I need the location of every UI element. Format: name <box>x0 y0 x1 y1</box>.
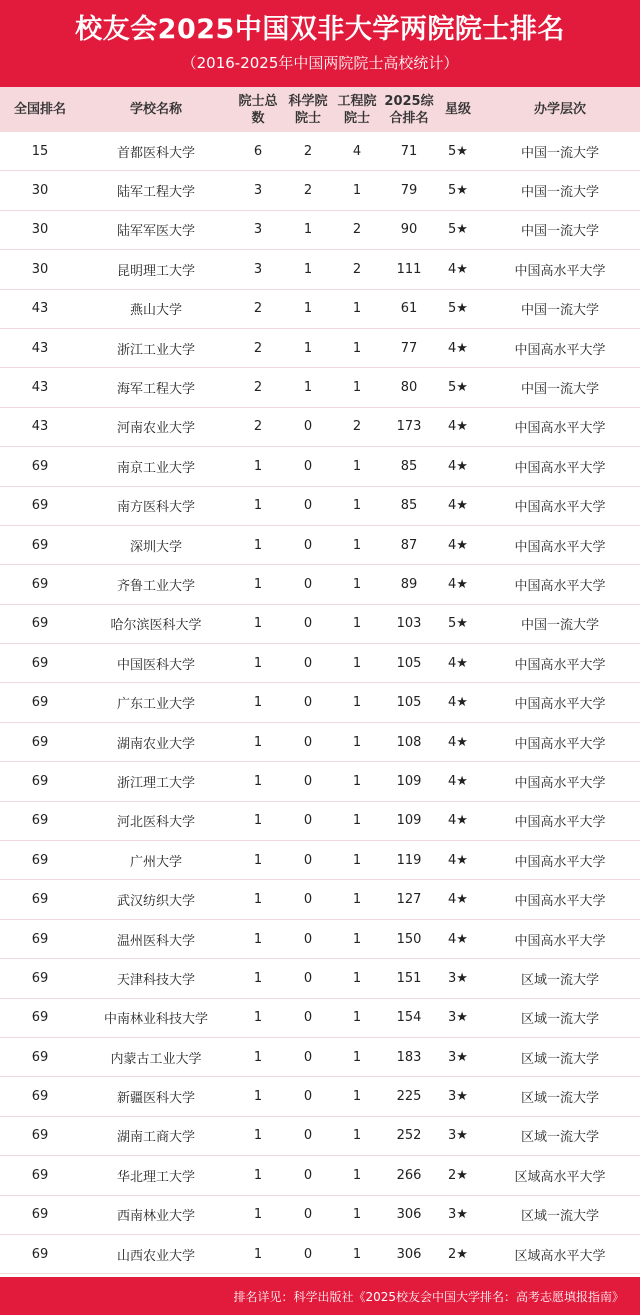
cell-total: 2 <box>253 419 263 435</box>
page-subtitle: （2016-2025年中国两院院士高校统计） <box>181 54 459 72</box>
cell-sci: 0 <box>303 1049 313 1065</box>
cell-name: 广东工业大学 <box>116 697 195 713</box>
cell-eng: 1 <box>352 734 362 750</box>
table-row <box>0 605 640 644</box>
cell-total: 3 <box>253 183 263 199</box>
cell-star: 5★ <box>448 616 468 632</box>
cell-name: 华北理工大学 <box>116 1169 195 1185</box>
cell-eng: 1 <box>352 1049 362 1065</box>
cell-sci: 0 <box>303 931 313 947</box>
cell-rank: 69 <box>31 773 49 789</box>
cell-comp: 90 <box>400 222 418 238</box>
cell-eng: 1 <box>352 340 362 356</box>
cell-star: 5★ <box>448 183 468 199</box>
cell-name: 武汉纺织大学 <box>116 894 195 910</box>
cell-level: 区域一流大学 <box>520 1051 599 1067</box>
cell-level: 中国一流大学 <box>520 185 599 201</box>
cell-level: 中国一流大学 <box>520 145 599 161</box>
cell-total: 1 <box>253 498 263 514</box>
cell-rank: 15 <box>31 143 49 159</box>
cell-sci: 1 <box>303 380 313 396</box>
cell-total: 1 <box>253 1010 263 1026</box>
cell-star: 3★ <box>448 1089 468 1105</box>
table-row <box>0 999 640 1038</box>
cell-total: 1 <box>253 537 263 553</box>
cell-comp: 306 <box>396 1246 422 1262</box>
table-body <box>0 132 640 1274</box>
cell-eng: 1 <box>352 773 362 789</box>
cell-level: 中国高水平大学 <box>514 263 606 279</box>
cell-total: 1 <box>253 931 263 947</box>
cell-sci: 0 <box>303 537 313 553</box>
cell-level: 中国高水平大学 <box>514 657 606 673</box>
footer-note <box>0 1277 640 1315</box>
cell-level: 中国高水平大学 <box>514 854 606 870</box>
cell-eng: 1 <box>352 1246 362 1262</box>
cell-total: 3 <box>253 222 263 238</box>
cell-name: 湖南工商大学 <box>116 1130 195 1146</box>
cell-star: 5★ <box>448 301 468 317</box>
cell-level: 中国高水平大学 <box>514 815 606 831</box>
cell-name: 西南林业大学 <box>116 1209 195 1225</box>
cell-level: 中国高水平大学 <box>514 539 606 555</box>
cell-level: 中国高水平大学 <box>514 421 606 437</box>
cell-eng: 1 <box>352 852 362 868</box>
cell-total: 2 <box>253 301 263 317</box>
cell-eng: 4 <box>352 143 362 159</box>
cell-name: 南京工业大学 <box>116 460 195 476</box>
cell-name: 广州大学 <box>129 854 182 870</box>
table-row <box>0 250 640 289</box>
cell-total: 2 <box>253 380 263 396</box>
table-row <box>0 880 640 919</box>
cell-rank: 69 <box>31 1010 49 1026</box>
cell-star: 3★ <box>448 970 468 986</box>
cell-level: 中国高水平大学 <box>514 894 606 910</box>
cell-rank: 69 <box>31 1128 49 1144</box>
cell-name: 山西农业大学 <box>116 1248 195 1264</box>
cell-rank: 30 <box>31 261 49 277</box>
cell-comp: 150 <box>396 931 422 947</box>
table-row <box>0 368 640 407</box>
cell-eng: 1 <box>352 1089 362 1105</box>
cell-sci: 0 <box>303 655 313 671</box>
cell-name: 燕山大学 <box>129 303 182 319</box>
cell-star: 5★ <box>448 222 468 238</box>
cell-eng: 1 <box>352 576 362 592</box>
table-row <box>0 920 640 959</box>
cell-sci: 0 <box>303 419 313 435</box>
table-row <box>0 959 640 998</box>
col-header-level: 办学层次 <box>533 102 586 117</box>
cell-eng: 1 <box>352 1167 362 1183</box>
cell-star: 4★ <box>448 340 468 356</box>
cell-sci: 0 <box>303 773 313 789</box>
cell-star: 4★ <box>448 498 468 514</box>
cell-star: 4★ <box>448 261 468 277</box>
cell-sci: 1 <box>303 261 313 277</box>
cell-comp: 109 <box>396 813 422 829</box>
col-header-rank: 全国排名 <box>13 102 66 117</box>
cell-level: 区域一流大学 <box>520 972 599 988</box>
cell-total: 1 <box>253 655 263 671</box>
cell-level: 中国一流大学 <box>520 303 599 319</box>
cell-sci: 0 <box>303 458 313 474</box>
table-row <box>0 841 640 880</box>
cell-name: 河北医科大学 <box>116 815 195 831</box>
cell-total: 1 <box>253 773 263 789</box>
cell-level: 中国高水平大学 <box>514 500 606 516</box>
cell-rank: 43 <box>31 380 49 396</box>
table-row <box>0 1117 640 1156</box>
cell-eng: 1 <box>352 183 362 199</box>
cell-eng: 1 <box>352 655 362 671</box>
cell-level: 区域高水平大学 <box>514 1169 606 1185</box>
cell-eng: 1 <box>352 537 362 553</box>
table-row <box>0 1156 640 1195</box>
table-row <box>0 762 640 801</box>
cell-eng: 1 <box>352 931 362 947</box>
cell-name: 陆军军医大学 <box>116 224 195 240</box>
cell-rank: 69 <box>31 1089 49 1105</box>
cell-total: 1 <box>253 1207 263 1223</box>
cell-comp: 103 <box>396 616 422 632</box>
cell-sci: 0 <box>303 498 313 514</box>
table-row <box>0 683 640 722</box>
cell-comp: 225 <box>396 1089 422 1105</box>
table-row <box>0 1038 640 1077</box>
cell-level: 中国高水平大学 <box>514 933 606 949</box>
cell-name: 内蒙古工业大学 <box>110 1051 202 1067</box>
cell-star: 2★ <box>448 1246 468 1262</box>
col-header-total: 院士总数 <box>238 93 278 126</box>
cell-name: 浙江工业大学 <box>116 342 195 358</box>
cell-sci: 0 <box>303 1010 313 1026</box>
cell-comp: 151 <box>396 970 422 986</box>
cell-star: 4★ <box>448 576 468 592</box>
cell-rank: 69 <box>31 852 49 868</box>
cell-eng: 2 <box>352 222 362 238</box>
cell-name: 天津科技大学 <box>116 972 195 988</box>
cell-comp: 85 <box>400 498 418 514</box>
cell-rank: 69 <box>31 892 49 908</box>
cell-star: 4★ <box>448 931 468 947</box>
footer-text: 排名详见：科学出版社《2025校友会中国大学排名：高考志愿填报指南》 <box>233 1289 624 1304</box>
cell-name: 陆军工程大学 <box>116 185 195 201</box>
cell-rank: 43 <box>31 419 49 435</box>
cell-rank: 30 <box>31 183 49 199</box>
cell-sci: 1 <box>303 340 313 356</box>
cell-comp: 154 <box>396 1010 422 1026</box>
table-row <box>0 1235 640 1274</box>
cell-total: 6 <box>253 143 263 159</box>
cell-rank: 69 <box>31 655 49 671</box>
cell-level: 中国高水平大学 <box>514 697 606 713</box>
cell-star: 4★ <box>448 655 468 671</box>
cell-sci: 0 <box>303 852 313 868</box>
cell-rank: 69 <box>31 695 49 711</box>
cell-rank: 43 <box>31 301 49 317</box>
cell-comp: 61 <box>400 301 418 317</box>
cell-comp: 108 <box>396 734 422 750</box>
cell-total: 3 <box>253 261 263 277</box>
table-row <box>0 329 640 368</box>
table-row <box>0 565 640 604</box>
cell-name: 南方医科大学 <box>116 500 195 516</box>
cell-level: 区域一流大学 <box>520 1012 599 1028</box>
cell-eng: 1 <box>352 498 362 514</box>
table-row <box>0 644 640 683</box>
cell-sci: 0 <box>303 970 313 986</box>
cell-total: 1 <box>253 1246 263 1262</box>
cell-level: 中国一流大学 <box>520 224 599 240</box>
cell-rank: 69 <box>31 1246 49 1262</box>
cell-sci: 0 <box>303 1207 313 1223</box>
cell-sci: 2 <box>303 183 313 199</box>
cell-rank: 69 <box>31 931 49 947</box>
cell-total: 1 <box>253 616 263 632</box>
cell-comp: 266 <box>396 1167 422 1183</box>
cell-sci: 0 <box>303 616 313 632</box>
cell-rank: 69 <box>31 458 49 474</box>
cell-comp: 79 <box>400 183 418 199</box>
cell-eng: 1 <box>352 1128 362 1144</box>
col-header-sci: 科学院院士 <box>288 93 328 126</box>
cell-rank: 69 <box>31 734 49 750</box>
cell-eng: 1 <box>352 695 362 711</box>
cell-sci: 1 <box>303 301 313 317</box>
cell-star: 4★ <box>448 458 468 474</box>
cell-comp: 105 <box>396 655 422 671</box>
cell-comp: 89 <box>400 576 418 592</box>
cell-star: 4★ <box>448 892 468 908</box>
cell-eng: 1 <box>352 301 362 317</box>
cell-total: 2 <box>253 340 263 356</box>
cell-star: 4★ <box>448 537 468 553</box>
cell-eng: 1 <box>352 813 362 829</box>
cell-level: 中国高水平大学 <box>514 342 606 358</box>
cell-total: 1 <box>253 1049 263 1065</box>
cell-name: 温州医科大学 <box>116 933 195 949</box>
cell-rank: 69 <box>31 813 49 829</box>
cell-rank: 69 <box>31 537 49 553</box>
cell-total: 1 <box>253 458 263 474</box>
cell-level: 中国高水平大学 <box>514 578 606 594</box>
table-row <box>0 1196 640 1235</box>
cell-name: 昆明理工大学 <box>116 263 195 279</box>
cell-star: 3★ <box>448 1010 468 1026</box>
cell-star: 4★ <box>448 695 468 711</box>
cell-rank: 69 <box>31 970 49 986</box>
cell-comp: 111 <box>396 261 422 277</box>
cell-sci: 0 <box>303 734 313 750</box>
cell-level: 区域一流大学 <box>520 1209 599 1225</box>
cell-eng: 1 <box>352 458 362 474</box>
cell-comp: 183 <box>396 1049 422 1065</box>
cell-level: 中国一流大学 <box>520 382 599 398</box>
cell-eng: 1 <box>352 1010 362 1026</box>
col-header-eng: 工程院院士 <box>337 93 377 126</box>
cell-eng: 2 <box>352 419 362 435</box>
cell-total: 1 <box>253 1089 263 1105</box>
cell-eng: 2 <box>352 261 362 277</box>
cell-level: 区域高水平大学 <box>514 1248 606 1264</box>
table-header <box>0 87 640 132</box>
cell-eng: 1 <box>352 380 362 396</box>
cell-total: 1 <box>253 734 263 750</box>
cell-comp: 80 <box>400 380 418 396</box>
table-row <box>0 132 640 171</box>
cell-star: 4★ <box>448 773 468 789</box>
cell-eng: 1 <box>352 970 362 986</box>
cell-comp: 87 <box>400 537 418 553</box>
cell-sci: 0 <box>303 1089 313 1105</box>
cell-star: 3★ <box>448 1049 468 1065</box>
page-title: 校友会2025中国双非大学两院院士排名 <box>75 14 565 45</box>
cell-sci: 0 <box>303 695 313 711</box>
cell-comp: 252 <box>396 1128 422 1144</box>
cell-sci: 0 <box>303 1167 313 1183</box>
cell-sci: 1 <box>303 222 313 238</box>
cell-rank: 30 <box>31 222 49 238</box>
cell-star: 3★ <box>448 1207 468 1223</box>
table-row <box>0 408 640 447</box>
cell-eng: 1 <box>352 892 362 908</box>
cell-comp: 306 <box>396 1207 422 1223</box>
table-row <box>0 723 640 762</box>
cell-total: 1 <box>253 1128 263 1144</box>
cell-total: 1 <box>253 970 263 986</box>
cell-rank: 69 <box>31 576 49 592</box>
cell-comp: 127 <box>396 892 422 908</box>
cell-sci: 0 <box>303 576 313 592</box>
cell-rank: 69 <box>31 498 49 514</box>
cell-star: 5★ <box>448 380 468 396</box>
cell-level: 中国高水平大学 <box>514 460 606 476</box>
cell-comp: 109 <box>396 773 422 789</box>
cell-star: 4★ <box>448 852 468 868</box>
table-row <box>0 171 640 210</box>
table-row <box>0 526 640 565</box>
cell-level: 中国一流大学 <box>520 618 599 634</box>
cell-sci: 0 <box>303 892 313 908</box>
cell-star: 5★ <box>448 143 468 159</box>
cell-star: 2★ <box>448 1167 468 1183</box>
cell-rank: 43 <box>31 340 49 356</box>
cell-name: 浙江理工大学 <box>116 775 195 791</box>
cell-rank: 69 <box>31 616 49 632</box>
table-row <box>0 487 640 526</box>
cell-sci: 2 <box>303 143 313 159</box>
cell-name: 中国医科大学 <box>116 657 195 673</box>
cell-level: 中国高水平大学 <box>514 736 606 752</box>
cell-total: 1 <box>253 892 263 908</box>
col-header-star: 星级 <box>444 102 471 117</box>
table-row <box>0 290 640 329</box>
col-header-name: 学校名称 <box>129 102 182 117</box>
cell-sci: 0 <box>303 1128 313 1144</box>
cell-level: 中国高水平大学 <box>514 775 606 791</box>
cell-eng: 1 <box>352 1207 362 1223</box>
cell-name: 深圳大学 <box>129 539 182 555</box>
cell-star: 4★ <box>448 813 468 829</box>
table-row <box>0 1077 640 1116</box>
cell-name: 海军工程大学 <box>116 382 195 398</box>
cell-eng: 1 <box>352 616 362 632</box>
cell-star: 4★ <box>448 734 468 750</box>
table-row <box>0 211 640 250</box>
cell-name: 中南林业科技大学 <box>103 1012 208 1028</box>
cell-comp: 105 <box>396 695 422 711</box>
cell-name: 哈尔滨医科大学 <box>110 618 202 634</box>
cell-rank: 69 <box>31 1167 49 1183</box>
table-row <box>0 447 640 486</box>
cell-total: 1 <box>253 852 263 868</box>
cell-name: 湖南农业大学 <box>116 736 195 752</box>
banner-header <box>0 0 640 87</box>
cell-comp: 173 <box>396 419 422 435</box>
cell-total: 1 <box>253 576 263 592</box>
cell-total: 1 <box>253 695 263 711</box>
cell-star: 3★ <box>448 1128 468 1144</box>
cell-comp: 119 <box>396 852 422 868</box>
cell-name: 首都医科大学 <box>116 145 195 161</box>
cell-level: 区域一流大学 <box>520 1091 599 1107</box>
cell-name: 齐鲁工业大学 <box>116 578 195 594</box>
cell-name: 河南农业大学 <box>116 421 195 437</box>
cell-star: 4★ <box>448 419 468 435</box>
cell-comp: 77 <box>400 340 418 356</box>
cell-name: 新疆医科大学 <box>116 1091 195 1107</box>
cell-comp: 85 <box>400 458 418 474</box>
cell-level: 区域一流大学 <box>520 1130 599 1146</box>
cell-total: 1 <box>253 813 263 829</box>
cell-rank: 69 <box>31 1207 49 1223</box>
cell-sci: 0 <box>303 813 313 829</box>
cell-sci: 0 <box>303 1246 313 1262</box>
col-header-comp: 2025综合排名 <box>384 93 434 126</box>
cell-rank: 69 <box>31 1049 49 1065</box>
cell-total: 1 <box>253 1167 263 1183</box>
cell-comp: 71 <box>400 143 418 159</box>
table-row <box>0 802 640 841</box>
